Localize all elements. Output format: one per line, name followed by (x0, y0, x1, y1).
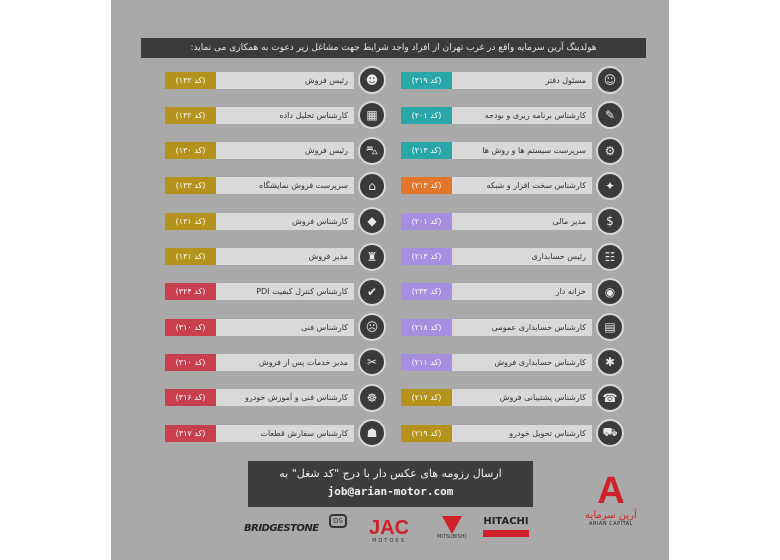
job-title: رئیس فروش (216, 72, 354, 89)
arian-capital-logo: A آرین سرمایه ARIAN CAPITAL (585, 470, 637, 527)
car-icon: ⛍ (358, 137, 386, 165)
manager-icon: ♜ (358, 243, 386, 271)
job-row (165, 350, 386, 374)
job-title: کارشناس تحلیل داده (216, 107, 354, 124)
job-row (165, 68, 386, 92)
job-title: خزانه دار (452, 283, 592, 300)
job-row (401, 139, 624, 163)
technician-icon: ☹ (358, 313, 386, 341)
service-icon: ✂ (358, 348, 386, 376)
job-code-badge: (کد ۳۱۷) (165, 425, 216, 442)
application-instructions: ارسال رزومه های عکس دار با درج "کد شغل" به (279, 467, 502, 480)
job-code-badge: (کد ۳۱۶) (165, 389, 216, 406)
job-title: کارشناس کنترل کیفیت PDI (216, 283, 354, 300)
mitsubishi-logo: MITSUBISHI (437, 516, 466, 540)
parts-icon: ☗ (358, 419, 386, 447)
job-title: کارشناس پشتیبانی فروش (452, 389, 592, 406)
delivery-icon: ⛟ (596, 419, 624, 447)
job-title: کارشناس حسابداری فروش (452, 354, 592, 371)
job-code-badge: (کد ۱۳۲) (165, 72, 216, 89)
vehicle-icon: ◆ (358, 207, 386, 235)
finance-icon: $ (596, 207, 624, 235)
showroom-icon: ⌂ (358, 172, 386, 200)
support-icon: ☎ (596, 384, 624, 412)
job-title: رئیس فروش (216, 142, 354, 159)
job-title: مدیر مالی (452, 213, 592, 230)
job-row (401, 103, 624, 127)
job-code-badge: (کد ۳۱۰) (165, 319, 216, 336)
job-row (401, 174, 624, 198)
job-title: مدیر خدمات پس از فروش (216, 354, 354, 371)
job-code-badge: (کد ۲۱۸) (401, 319, 452, 336)
treasury-icon: ◉ (596, 278, 624, 306)
poster-banner: هولدینگ آرین سرمایه واقع در غرب تهران از افراد واجد شرایط جهت مشاغل زیر دعوت به همکاری می نماید: (141, 38, 646, 58)
job-code-badge: (کد ۲۱۳) (401, 248, 452, 265)
job-row (165, 280, 386, 304)
job-title: کارشناس حسابداری عمومی (452, 319, 592, 336)
job-code-badge: (کد ۲۰۱) (401, 213, 452, 230)
ledger-icon: ▤ (596, 313, 624, 341)
job-row (165, 139, 386, 163)
job-code-badge: (کد ۲۱۱) (401, 354, 452, 371)
hitachi-logo: HITACHI (483, 516, 529, 537)
job-code-badge: (کد ۳۲۴) (165, 283, 216, 300)
job-code-badge: (کد ۲۱۷) (401, 389, 452, 406)
job-title: کارشناس فروش (216, 213, 354, 230)
job-title: کارشناس برنامه ریزی و بودجه (452, 107, 592, 124)
job-row (165, 209, 386, 233)
job-row (165, 315, 386, 339)
people-icon: ☺ (596, 66, 624, 94)
job-row (401, 68, 624, 92)
job-row (401, 350, 624, 374)
job-code-badge: (کد ۲۱۳) (401, 142, 452, 159)
chart-icon: ▦ (358, 101, 386, 129)
job-row (165, 421, 386, 445)
jac-logo: JAC MOTORS (369, 517, 410, 544)
job-title: کارشناس فنی (216, 319, 354, 336)
job-code-badge: (کد ۲۱۳) (401, 177, 452, 194)
job-code-badge: (کد ۳۱۹) (401, 72, 452, 89)
job-row (165, 103, 386, 127)
job-code-badge: (کد ۱۳۲) (165, 107, 216, 124)
job-title: کارشناس تحویل خودرو (452, 425, 592, 442)
job-code-badge: (کد ۱۳۳) (165, 177, 216, 194)
job-row (401, 386, 624, 410)
sales-team-icon: ☻ (358, 66, 386, 94)
job-title: کارشناس فنی و آموزش خودرو (216, 389, 354, 406)
job-row (165, 386, 386, 410)
idea-icon: ✱ (596, 348, 624, 376)
job-row (401, 421, 624, 445)
job-code-badge: (کد ۱۳۰) (165, 142, 216, 159)
job-title: رئیس حسابداری (452, 248, 592, 265)
job-title: کارشناس سفارش قطعات (216, 425, 354, 442)
job-row (401, 315, 624, 339)
job-title: سرپرست سیستم ها و روش ها (452, 142, 592, 159)
network-icon: ✦ (596, 172, 624, 200)
accounting-icon: ☷ (596, 243, 624, 271)
job-title: مسئول دفتر (452, 72, 592, 89)
training-icon: ☸ (358, 384, 386, 412)
ds-logo: DS (323, 514, 353, 528)
quality-icon: ✔ (358, 278, 386, 306)
job-code-badge: (کد ۲۱۹) (401, 425, 452, 442)
job-title: مدیر فروش (216, 248, 354, 265)
job-row (165, 174, 386, 198)
bridgestone-logo: BRIDGESTONE (244, 523, 319, 534)
job-code-badge: (کد ۳۱۰) (165, 354, 216, 371)
job-code-badge: (کد ۱۳۱) (165, 213, 216, 230)
system-icon: ⚙ (596, 137, 624, 165)
application-email[interactable]: job@arian-motor.com (327, 485, 454, 498)
application-callout (248, 461, 533, 507)
job-row (165, 245, 386, 269)
job-row (401, 209, 624, 233)
job-row (401, 245, 624, 269)
job-title: کارشناس سخت افزار و شبکه (452, 177, 592, 194)
planning-icon: ✎ (596, 101, 624, 129)
job-code-badge: (کد ۲۳۳) (401, 283, 452, 300)
job-poster (111, 0, 669, 560)
job-code-badge: (کد ۲۰۱) (401, 107, 452, 124)
job-row (401, 280, 624, 304)
job-code-badge: (کد ۱۳۱) (165, 248, 216, 265)
job-title: سرپرست فروش نمایشگاه (216, 177, 354, 194)
